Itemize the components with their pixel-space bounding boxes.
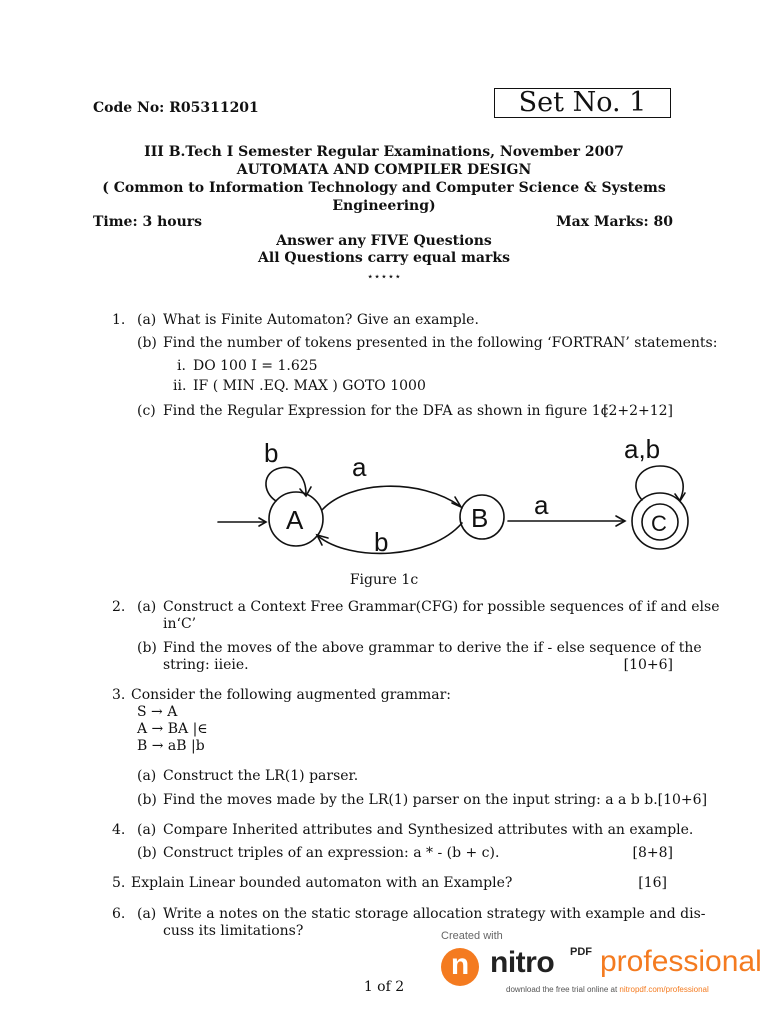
watermark-created-with: Created with <box>441 930 503 942</box>
q1b-ii-label: ii. <box>173 378 187 394</box>
q1a-label: (a) <box>137 312 157 328</box>
q1b-i-label: i. <box>177 358 186 374</box>
exam-title: III B.Tech I Semester Regular Examinations, November 2007 <box>144 144 624 160</box>
subject-title: AUTOMATA AND COMPILER DESIGN <box>236 162 532 178</box>
page-number: 1 of 2 <box>363 979 405 995</box>
common-line-1: ( Common to Information Technology and Computer Science & Systems <box>102 180 666 196</box>
common-line-2: Engineering) <box>332 198 436 214</box>
state-b-label: B <box>471 503 489 533</box>
q2b-label: (b) <box>137 640 157 656</box>
q6a-text-1: Write a notes on the static storage allocation strategy with example and dis- <box>163 906 706 922</box>
set-number-box <box>494 88 671 118</box>
q1c-label: (c) <box>137 403 156 419</box>
q1-marks: [2+2+12] <box>602 403 673 419</box>
watermark-trial-link[interactable]: nitropdf.com/professional <box>619 985 709 994</box>
nitro-watermark <box>438 928 764 1018</box>
q3b-label: (b) <box>137 792 157 808</box>
q3a-label: (a) <box>137 768 157 784</box>
max-marks: Max Marks: 80 <box>556 214 673 230</box>
dfa-figure <box>0 425 768 575</box>
watermark-brand-sup: PDF <box>570 946 592 958</box>
q4b-label: (b) <box>137 845 157 861</box>
q1b-label: (b) <box>137 335 157 351</box>
watermark-trial-prefix: download the free trial online at <box>506 985 620 994</box>
q6-number: 6. <box>112 906 126 922</box>
q1c-text: Find the Regular Expression for the DFA as shown in figure 1c. <box>163 403 613 419</box>
instruction-2: All Questions carry equal marks <box>258 250 510 266</box>
nitro-logo-icon: n <box>441 948 479 986</box>
watermark-brand: nitro <box>490 946 555 979</box>
state-a-label: A <box>286 505 304 535</box>
edge-b-c-label: a <box>534 490 549 520</box>
q1b-ii-text: IF ( MIN .EQ. MAX ) GOTO 1000 <box>193 378 426 394</box>
q1-number: 1. <box>112 312 126 328</box>
q2b-text-1: Find the moves of the above grammar to derive the if - else sequence of the <box>163 640 702 656</box>
q2-number: 2. <box>112 599 126 615</box>
loop-c-label: a,b <box>624 434 661 464</box>
q3-number: 3. <box>112 687 126 703</box>
watermark-trial <box>506 985 709 994</box>
q1a-text: What is Finite Automaton? Give an example. <box>163 312 479 328</box>
q2-marks: [10+6] <box>623 657 673 673</box>
exam-code: Code No: R05311201 <box>93 100 259 116</box>
q5-marks: [16] <box>638 875 667 891</box>
q2b-text-2: string: iieie. <box>163 657 249 673</box>
q3-grammar-3: B → aB |b <box>137 738 205 754</box>
q4a-text: Compare Inherited attributes and Synthesized attributes with an example. <box>163 822 694 838</box>
q4-number: 4. <box>112 822 126 838</box>
q2a-text-1: Construct a Context Free Grammar(CFG) for possible sequences of if and else <box>163 599 720 615</box>
q1b-i-text: DO 100 I = 1.625 <box>193 358 318 374</box>
q6a-text-2: cuss its limitations? <box>163 923 304 939</box>
instruction-1: Answer any FIVE Questions <box>276 233 492 249</box>
q2a-label: (a) <box>137 599 157 615</box>
q3a-text: Construct the LR(1) parser. <box>163 768 359 784</box>
q4a-label: (a) <box>137 822 157 838</box>
q3-text: Consider the following augmented grammar: <box>131 687 452 703</box>
q4-marks: [8+8] <box>632 845 673 861</box>
figure-caption: Figure 1c <box>349 572 419 588</box>
loop-a <box>266 467 306 501</box>
q1b-text: Find the number of tokens presented in the following ‘FORTRAN’ statements: <box>163 335 718 351</box>
loop-a-label: b <box>264 438 279 468</box>
edge-a-b-label: a <box>352 452 367 482</box>
q5-text: Explain Linear bounded automaton with an Example? <box>131 875 513 891</box>
q2a-text-2: in‘C’ <box>163 616 197 632</box>
q3-grammar-2: A → BA |∈ <box>137 721 208 737</box>
q3b-text: Find the moves made by the LR(1) parser on the input string: a a b b.[10+6] <box>163 792 708 808</box>
watermark-brand-tail: professional <box>600 945 762 978</box>
state-c-label: C <box>651 511 667 536</box>
edge-b-a <box>318 523 462 553</box>
edge-a-b <box>322 486 460 510</box>
separator-stars: ⋆⋆⋆⋆⋆ <box>366 270 402 283</box>
edge-b-a-label: b <box>374 527 389 557</box>
set-number: Set No. 1 <box>518 87 647 118</box>
time-allowed: Time: 3 hours <box>93 214 203 230</box>
q3-grammar-1: S → A <box>137 704 178 720</box>
q6a-label: (a) <box>137 906 157 922</box>
q4b-text: Construct triples of an expression: a * - (b + c). <box>163 845 500 861</box>
q5-number: 5. <box>112 875 126 891</box>
